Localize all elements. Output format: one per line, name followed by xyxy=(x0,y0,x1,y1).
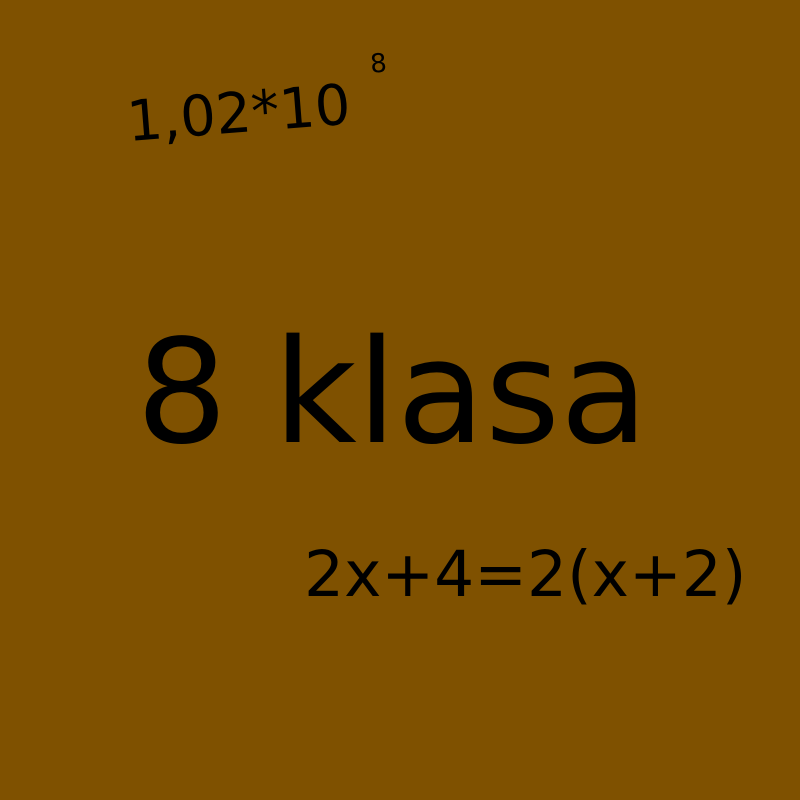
grade-title: 8 klasa xyxy=(136,308,649,476)
scientific-notation xyxy=(124,48,410,175)
scientific-notation-exponent: 8 xyxy=(369,48,388,80)
scientific-notation-base: 1,02*10 xyxy=(124,72,353,155)
factoring-equation: 2x+4=2(x+2) xyxy=(304,538,747,611)
